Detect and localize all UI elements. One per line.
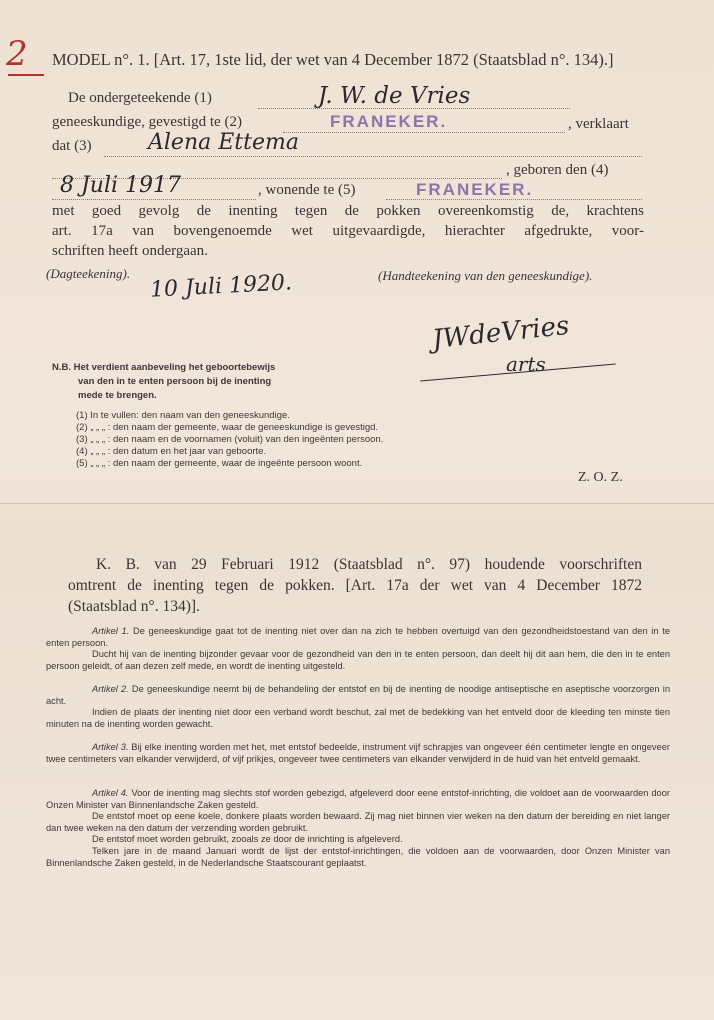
footnote-1: (1) In te vullen: den naam van den geneeskundige. xyxy=(76,410,290,421)
form-header: MODEL n°. 1. [Art. 17, 1ste lid, der wet van 4 December 1872 (Staatsblad n°. 134).] xyxy=(52,50,614,69)
article-2-para-1: De geneeskundige neemt bij de behandeling der entstof en bij de inenting de noodige antiseptische en aseptische voorzorgen in acht. xyxy=(46,684,671,706)
article-4 xyxy=(46,788,670,872)
place-stamp-1: FRANEKER. xyxy=(330,112,448,131)
article-4-label: Artikel 4. xyxy=(92,788,129,798)
page-mark-underline xyxy=(8,74,44,76)
article-1-para-1: De geneeskundige gaat tot de inenting niet over dan na zich te hebben overtuigd van den gezondheidstoestand van den in te enten persoon. xyxy=(46,626,670,648)
article-3-para-1: Bij elke inenting worden met het, met entstof bedeelde, instrument vijf schrapjes van ongeveer één centimeter lengte en ongeveer twee centimeters van elkander verwijderd, of vijf prikjes, ongeveer twee centimeters van elkander verwijderd in de huid van het entveld gemaakt. xyxy=(46,742,670,764)
article-4-para-4: Telken jare in de maand Januari wordt de lijst der entstof-inrichtingen, die voldoen aan de voorwaarden, door Onzen Minister van Binnenlandsche Zaken gesteld, in de Nederlandsche Staatscourant geplaatst. xyxy=(46,845,670,868)
line3-fill xyxy=(104,156,642,157)
article-1-label: Artikel 1. xyxy=(92,626,130,636)
article-3 xyxy=(46,742,670,768)
line4-end: , geboren den (4) xyxy=(506,162,609,178)
body-line-1: met goed gevolg de inenting tegen de pokken overeenkomstig de, krachtens xyxy=(52,203,644,219)
physician-name-handwritten: J. W. de Vries xyxy=(318,83,471,109)
footnote-5: (5) „ „ „ : den naam der gemeente, waar de ingeënte persoon woont. xyxy=(76,458,363,469)
line3-text: dat (3) xyxy=(52,138,92,154)
article-2 xyxy=(46,684,670,733)
line2-end: , verklaart xyxy=(568,116,629,132)
footnote-4: (4) „ „ „ : den datum en het jaar van geboorte. xyxy=(76,446,267,457)
article-2-para-2: Indien de plaats der inenting niet door een verband wordt beschut, zal met de bedekking van het entveld door de kleeding ten minste tien minuten na de inenting worden gewacht. xyxy=(46,707,670,729)
signature-label: (Handteekening van den geneeskundige). xyxy=(378,268,593,283)
nb-line-3: mede te brengen. xyxy=(78,390,157,401)
article-2-label: Artikel 2. xyxy=(92,684,129,694)
line1-text: De ondergeteekende (1) xyxy=(68,90,212,106)
article-4-para-1: Voor de inenting mag slechts stof worden gebezigd, afgeleverd door eene entstof-inrichting, die voldoet aan de voorwaarden door Onzen Minister van Binnenlandsche Zaken gesteld. xyxy=(46,788,670,810)
date-handwritten: 10 Juli 1920. xyxy=(149,270,293,303)
body-line-2: art. 17a van bovengenoemde wet uitgevaardigde, hierachter afgedrukte, voor- xyxy=(52,223,644,239)
article-4-para-3: De entstof moet worden gebruikt, zooals ze door de inrichting is afgeleverd. xyxy=(92,834,403,845)
vaccinated-person-handwritten: Alena Ettema xyxy=(148,130,299,155)
line5-fill-a xyxy=(52,199,256,200)
birth-date-handwritten: 8 Juli 1917 xyxy=(60,173,182,198)
nb-line-2: van den in te enten persoon bij de inenting xyxy=(78,376,272,387)
zoz-mark: Z. O. Z. xyxy=(578,470,623,485)
page-number-mark: 2 xyxy=(6,34,28,74)
body-line-3: schriften heeft ondergaan. xyxy=(52,243,208,259)
dating-label: (Dagteekening). xyxy=(46,266,131,281)
article-1 xyxy=(46,626,670,675)
footnote-2: (2) „ „ „ : den naam der gemeente, waar de geneeskundige is gevestigd. xyxy=(76,422,379,433)
paper-fold xyxy=(0,503,714,504)
decree-title-2: omtrent de inenting tegen de pokken. [Art. 17a der wet van 4 December 1872 xyxy=(68,577,642,594)
article-4-para-2: De entstof moet op eene koele, donkere plaats worden bewaard. Zij mag niet binnen vier weken na den datum der bereiding en niet langer dan twee weken na den datum der verzending worden gebruikt. xyxy=(46,811,670,833)
line5-text: , wonende te (5) xyxy=(258,182,356,198)
decree-title-1: K. B. van 29 Februari 1912 (Staatsblad n°. 97) houdende voorschriften xyxy=(96,556,642,573)
line2-text: geneeskundige, gevestigd te (2) xyxy=(52,114,242,130)
place-stamp-2: FRANEKER. xyxy=(416,180,534,199)
line2-fill xyxy=(283,132,565,133)
decree-title-3: (Staatsblad n°. 134)]. xyxy=(68,598,200,615)
footnote-3: (3) „ „ „ : den naam en de voornamen (voluit) van den ingeënten persoon. xyxy=(76,434,384,445)
nb-line-1: N.B. Het verdient aanbeveling het geboortebewijs xyxy=(52,362,276,373)
article-1-para-2: Ducht hij van de inenting bijzonder gevaar voor de gezondheid van den in te enten persoon, dan deelt hij dit aan hem, die den in te enten persoon geleidt, of aan dezen zelf mede, en wordt de inenting uitgesteld. xyxy=(46,649,670,671)
signature-handwritten: JWdeVries xyxy=(430,310,571,356)
article-3-label: Artikel 3. xyxy=(92,742,129,752)
signature-title-handwritten: arts xyxy=(506,352,546,376)
